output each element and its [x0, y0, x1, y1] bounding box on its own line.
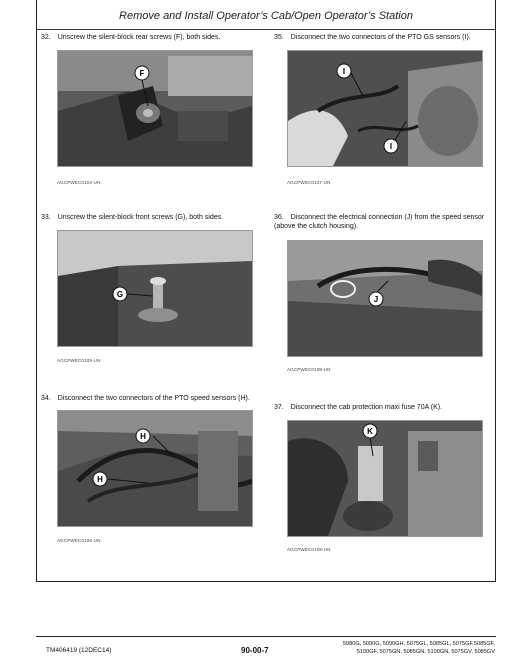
- callout-j-label: J: [373, 295, 379, 304]
- step-32-text: 32. Unscrew the silent-block rear screws (F), both sides.: [41, 34, 221, 41]
- step-36-image-code: AGCPWEC0108-UN: [287, 367, 331, 372]
- model-list-line-2: 5100GF, 5075GN, 5085GN, 5100GN, 5075GV, 5085GV: [356, 649, 495, 655]
- step-36-photo: [287, 240, 483, 357]
- page-footer: [36, 636, 496, 661]
- model-list: [290, 640, 495, 656]
- step-32-image-code: AGCPWEC0104-UN: [57, 180, 101, 185]
- step-37-image-code: AGCPWEC0109-UN: [287, 547, 331, 552]
- document-id: TM406419 (12DEC14): [46, 647, 112, 654]
- callout-h-label-1: H: [140, 432, 146, 441]
- model-list-line-1: 5080G, 5090G, 5090GH, 5075GL, 5085GL, 5075GF,5085GF,: [342, 641, 495, 647]
- step-34-image-code: AGCPWEC0106-UN: [57, 538, 101, 543]
- callout-k-label: K: [367, 427, 373, 436]
- step-35-image-code: AGCPWEC0107-UN: [287, 180, 331, 185]
- step-35-photo: [287, 50, 483, 167]
- step-33-text: 33. Unscrew the silent-block front screws (G), both sides.: [41, 214, 224, 221]
- page-number: 90-00-7: [241, 646, 269, 655]
- step-34-photo: [57, 410, 253, 527]
- title-rule: [37, 29, 495, 30]
- step-37-text: 37. Disconnect the cab protection maxi fuse 70A (K).: [274, 404, 443, 411]
- step-32-photo: [57, 50, 253, 167]
- step-37-photo: [287, 420, 483, 537]
- step-35-text: 35. Disconnect the two connectors of the PTO GS sensors (I).: [274, 34, 471, 41]
- callout-h-label-2: H: [97, 475, 103, 484]
- page-frame: [36, 0, 496, 582]
- page-title: Remove and Install Operator’s Cab/Open Operator’s Station: [119, 10, 413, 22]
- step-34-text: 34. Disconnect the two connectors of the PTO speed sensors (H).: [41, 395, 250, 402]
- step-33-photo: [57, 230, 253, 347]
- callout-i-label-2: I: [389, 142, 393, 151]
- callout-i-label-1: I: [342, 67, 346, 76]
- step-36-text: 36. Disconnect the electrical connection (J) from the speed sensor (above the clutch housing).: [274, 214, 485, 230]
- step-33-image-code: AGCPWEC0105-UN: [57, 358, 101, 363]
- callout-g-label: G: [116, 290, 124, 299]
- callout-f-label: F: [139, 69, 145, 78]
